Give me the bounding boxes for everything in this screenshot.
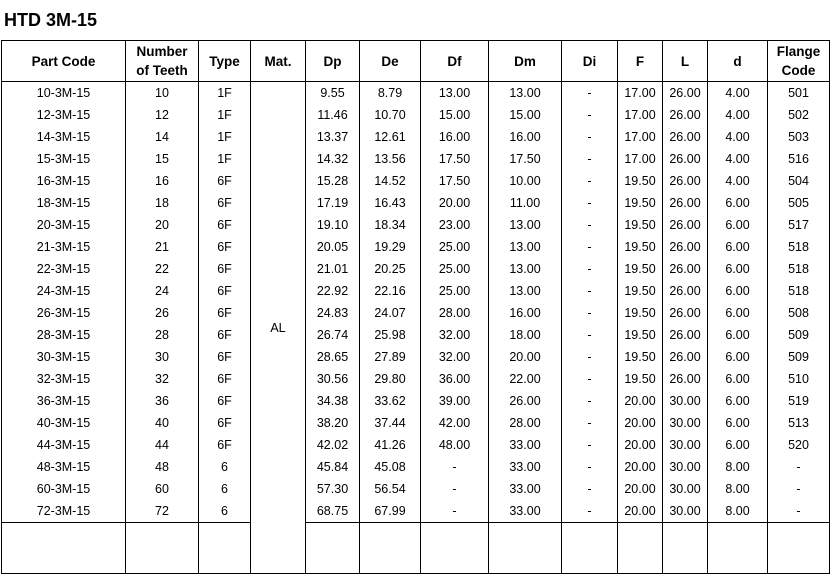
header-dm: Dm bbox=[489, 41, 562, 82]
header-row bbox=[2, 41, 830, 82]
cell-df: 32.00 bbox=[421, 324, 489, 346]
cell-dp: 15.28 bbox=[306, 170, 360, 192]
cell-de: 41.26 bbox=[360, 434, 421, 456]
cell-flange: 520 bbox=[768, 434, 830, 456]
cell-df: 17.50 bbox=[421, 148, 489, 170]
cell-f: 17.00 bbox=[618, 148, 663, 170]
cell-teeth: 28 bbox=[126, 324, 199, 346]
cell-teeth: 14 bbox=[126, 126, 199, 148]
cell-de: 20.25 bbox=[360, 258, 421, 280]
cell-l: 26.00 bbox=[663, 192, 708, 214]
cell-f: 19.50 bbox=[618, 236, 663, 258]
cell-di: - bbox=[562, 412, 618, 434]
empty-cell bbox=[768, 523, 830, 574]
cell-dm: 18.00 bbox=[489, 324, 562, 346]
cell-dm: 13.00 bbox=[489, 214, 562, 236]
cell-teeth: 32 bbox=[126, 368, 199, 390]
cell-teeth: 16 bbox=[126, 170, 199, 192]
cell-di: - bbox=[562, 170, 618, 192]
cell-f: 17.00 bbox=[618, 104, 663, 126]
cell-d: 6.00 bbox=[708, 346, 768, 368]
cell-part: 26-3M-15 bbox=[2, 302, 126, 324]
page-title: HTD 3M-15 bbox=[4, 10, 98, 30]
cell-l: 30.00 bbox=[663, 434, 708, 456]
table-row bbox=[2, 346, 830, 368]
cell-f: 20.00 bbox=[618, 500, 663, 523]
cell-d: 6.00 bbox=[708, 302, 768, 324]
cell-d: 6.00 bbox=[708, 390, 768, 412]
cell-dp: 42.02 bbox=[306, 434, 360, 456]
cell-type: 1F bbox=[199, 82, 251, 105]
cell-teeth: 20 bbox=[126, 214, 199, 236]
cell-teeth: 60 bbox=[126, 478, 199, 500]
cell-de: 25.98 bbox=[360, 324, 421, 346]
header-material: Mat. bbox=[251, 41, 306, 82]
cell-d: 8.00 bbox=[708, 500, 768, 523]
cell-teeth: 44 bbox=[126, 434, 199, 456]
header-flange-code bbox=[768, 41, 830, 82]
empty-cell bbox=[421, 523, 489, 574]
cell-l: 26.00 bbox=[663, 302, 708, 324]
cell-d: 6.00 bbox=[708, 214, 768, 236]
cell-l: 26.00 bbox=[663, 214, 708, 236]
cell-dm: 28.00 bbox=[489, 412, 562, 434]
cell-type: 6F bbox=[199, 258, 251, 280]
cell-part: 36-3M-15 bbox=[2, 390, 126, 412]
cell-df: 48.00 bbox=[421, 434, 489, 456]
cell-di: - bbox=[562, 236, 618, 258]
cell-f: 19.50 bbox=[618, 192, 663, 214]
cell-flange: 503 bbox=[768, 126, 830, 148]
cell-dp: 38.20 bbox=[306, 412, 360, 434]
cell-l: 30.00 bbox=[663, 412, 708, 434]
cell-dp: 21.01 bbox=[306, 258, 360, 280]
cell-d: 8.00 bbox=[708, 478, 768, 500]
cell-type: 6F bbox=[199, 214, 251, 236]
cell-dp: 19.10 bbox=[306, 214, 360, 236]
cell-d: 6.00 bbox=[708, 324, 768, 346]
material-cell: AL bbox=[251, 82, 306, 574]
cell-part: 48-3M-15 bbox=[2, 456, 126, 478]
cell-de: 16.43 bbox=[360, 192, 421, 214]
cell-di: - bbox=[562, 478, 618, 500]
cell-di: - bbox=[562, 192, 618, 214]
cell-de: 14.52 bbox=[360, 170, 421, 192]
cell-df: - bbox=[421, 478, 489, 500]
cell-dm: 13.00 bbox=[489, 82, 562, 105]
cell-de: 56.54 bbox=[360, 478, 421, 500]
cell-di: - bbox=[562, 82, 618, 105]
cell-dm: 33.00 bbox=[489, 434, 562, 456]
cell-flange: 519 bbox=[768, 390, 830, 412]
cell-part: 18-3M-15 bbox=[2, 192, 126, 214]
cell-df: 28.00 bbox=[421, 302, 489, 324]
cell-de: 45.08 bbox=[360, 456, 421, 478]
table-row bbox=[2, 82, 830, 105]
cell-teeth: 10 bbox=[126, 82, 199, 105]
cell-di: - bbox=[562, 500, 618, 523]
cell-teeth: 18 bbox=[126, 192, 199, 214]
cell-part: 15-3M-15 bbox=[2, 148, 126, 170]
cell-dm: 22.00 bbox=[489, 368, 562, 390]
table-row bbox=[2, 148, 830, 170]
cell-type: 6F bbox=[199, 280, 251, 302]
cell-df: 23.00 bbox=[421, 214, 489, 236]
cell-de: 24.07 bbox=[360, 302, 421, 324]
cell-de: 13.56 bbox=[360, 148, 421, 170]
cell-di: - bbox=[562, 302, 618, 324]
cell-df: 13.00 bbox=[421, 82, 489, 105]
table-row bbox=[2, 368, 830, 390]
cell-de: 27.89 bbox=[360, 346, 421, 368]
cell-di: - bbox=[562, 148, 618, 170]
cell-dp: 22.92 bbox=[306, 280, 360, 302]
cell-de: 33.62 bbox=[360, 390, 421, 412]
cell-flange: 501 bbox=[768, 82, 830, 105]
cell-part: 28-3M-15 bbox=[2, 324, 126, 346]
cell-flange: - bbox=[768, 478, 830, 500]
empty-cell bbox=[306, 523, 360, 574]
header-type: Type bbox=[199, 41, 251, 82]
cell-dm: 10.00 bbox=[489, 170, 562, 192]
cell-teeth: 40 bbox=[126, 412, 199, 434]
cell-dm: 13.00 bbox=[489, 280, 562, 302]
cell-di: - bbox=[562, 280, 618, 302]
cell-flange: 504 bbox=[768, 170, 830, 192]
cell-flange: 510 bbox=[768, 368, 830, 390]
cell-type: 6F bbox=[199, 412, 251, 434]
cell-l: 30.00 bbox=[663, 456, 708, 478]
cell-part: 24-3M-15 bbox=[2, 280, 126, 302]
cell-l: 26.00 bbox=[663, 346, 708, 368]
cell-part: 72-3M-15 bbox=[2, 500, 126, 523]
cell-d: 4.00 bbox=[708, 148, 768, 170]
cell-d: 4.00 bbox=[708, 170, 768, 192]
cell-dp: 17.19 bbox=[306, 192, 360, 214]
cell-type: 6F bbox=[199, 368, 251, 390]
cell-type: 6F bbox=[199, 192, 251, 214]
cell-f: 19.50 bbox=[618, 170, 663, 192]
cell-d: 6.00 bbox=[708, 192, 768, 214]
cell-type: 6 bbox=[199, 478, 251, 500]
cell-di: - bbox=[562, 368, 618, 390]
cell-type: 1F bbox=[199, 126, 251, 148]
header-flange-line2: Code bbox=[781, 63, 816, 78]
table-body bbox=[2, 82, 830, 574]
cell-flange: 509 bbox=[768, 346, 830, 368]
cell-f: 17.00 bbox=[618, 82, 663, 105]
cell-d: 8.00 bbox=[708, 456, 768, 478]
cell-dp: 24.83 bbox=[306, 302, 360, 324]
cell-dp: 13.37 bbox=[306, 126, 360, 148]
cell-flange: - bbox=[768, 456, 830, 478]
cell-l: 30.00 bbox=[663, 390, 708, 412]
cell-f: 19.50 bbox=[618, 302, 663, 324]
empty-cell bbox=[663, 523, 708, 574]
cell-part: 30-3M-15 bbox=[2, 346, 126, 368]
cell-type: 6 bbox=[199, 456, 251, 478]
header-number-of-teeth bbox=[126, 41, 199, 82]
cell-dm: 11.00 bbox=[489, 192, 562, 214]
cell-part: 14-3M-15 bbox=[2, 126, 126, 148]
cell-di: - bbox=[562, 324, 618, 346]
cell-di: - bbox=[562, 390, 618, 412]
cell-df: 16.00 bbox=[421, 126, 489, 148]
cell-part: 12-3M-15 bbox=[2, 104, 126, 126]
cell-part: 21-3M-15 bbox=[2, 236, 126, 258]
table-row bbox=[2, 500, 830, 523]
cell-part: 22-3M-15 bbox=[2, 258, 126, 280]
cell-d: 6.00 bbox=[708, 280, 768, 302]
header-flange-line1: Flange bbox=[776, 44, 821, 59]
empty-cell bbox=[126, 523, 199, 574]
cell-teeth: 30 bbox=[126, 346, 199, 368]
cell-f: 19.50 bbox=[618, 368, 663, 390]
cell-f: 19.50 bbox=[618, 214, 663, 236]
cell-df: 25.00 bbox=[421, 280, 489, 302]
cell-de: 37.44 bbox=[360, 412, 421, 434]
empty-cell bbox=[489, 523, 562, 574]
cell-l: 26.00 bbox=[663, 324, 708, 346]
cell-flange: 502 bbox=[768, 104, 830, 126]
cell-dm: 26.00 bbox=[489, 390, 562, 412]
cell-dp: 45.84 bbox=[306, 456, 360, 478]
cell-part: 20-3M-15 bbox=[2, 214, 126, 236]
cell-teeth: 12 bbox=[126, 104, 199, 126]
cell-df: 36.00 bbox=[421, 368, 489, 390]
cell-de: 18.34 bbox=[360, 214, 421, 236]
cell-type: 6F bbox=[199, 434, 251, 456]
cell-df: - bbox=[421, 456, 489, 478]
cell-type: 6F bbox=[199, 236, 251, 258]
cell-type: 6F bbox=[199, 324, 251, 346]
cell-f: 19.50 bbox=[618, 324, 663, 346]
cell-flange: 517 bbox=[768, 214, 830, 236]
cell-de: 12.61 bbox=[360, 126, 421, 148]
cell-d: 4.00 bbox=[708, 82, 768, 105]
cell-f: 17.00 bbox=[618, 126, 663, 148]
table-row bbox=[2, 214, 830, 236]
table-row bbox=[2, 412, 830, 434]
cell-l: 26.00 bbox=[663, 148, 708, 170]
cell-di: - bbox=[562, 456, 618, 478]
header-df: Df bbox=[421, 41, 489, 82]
cell-di: - bbox=[562, 258, 618, 280]
cell-teeth: 24 bbox=[126, 280, 199, 302]
cell-di: - bbox=[562, 214, 618, 236]
cell-de: 8.79 bbox=[360, 82, 421, 105]
cell-type: 6F bbox=[199, 302, 251, 324]
cell-teeth: 36 bbox=[126, 390, 199, 412]
empty-cell bbox=[618, 523, 663, 574]
cell-de: 22.16 bbox=[360, 280, 421, 302]
cell-f: 20.00 bbox=[618, 412, 663, 434]
cell-df: - bbox=[421, 500, 489, 523]
cell-teeth: 26 bbox=[126, 302, 199, 324]
cell-flange: 505 bbox=[768, 192, 830, 214]
empty-cell bbox=[199, 523, 251, 574]
empty-cell bbox=[360, 523, 421, 574]
cell-dp: 68.75 bbox=[306, 500, 360, 523]
cell-dm: 33.00 bbox=[489, 456, 562, 478]
cell-dm: 33.00 bbox=[489, 478, 562, 500]
table-row bbox=[2, 456, 830, 478]
cell-flange: 516 bbox=[768, 148, 830, 170]
cell-l: 26.00 bbox=[663, 82, 708, 105]
cell-teeth: 48 bbox=[126, 456, 199, 478]
cell-type: 6F bbox=[199, 170, 251, 192]
header-f: F bbox=[618, 41, 663, 82]
cell-f: 20.00 bbox=[618, 478, 663, 500]
cell-df: 39.00 bbox=[421, 390, 489, 412]
pulley-spec-table bbox=[1, 40, 830, 574]
cell-l: 26.00 bbox=[663, 368, 708, 390]
table-row bbox=[2, 434, 830, 456]
empty-cell bbox=[562, 523, 618, 574]
header-de: De bbox=[360, 41, 421, 82]
table-row bbox=[2, 236, 830, 258]
cell-teeth: 72 bbox=[126, 500, 199, 523]
cell-dp: 28.65 bbox=[306, 346, 360, 368]
cell-df: 25.00 bbox=[421, 258, 489, 280]
cell-df: 25.00 bbox=[421, 236, 489, 258]
cell-dp: 11.46 bbox=[306, 104, 360, 126]
cell-type: 1F bbox=[199, 104, 251, 126]
cell-type: 6F bbox=[199, 346, 251, 368]
cell-dm: 13.00 bbox=[489, 258, 562, 280]
table-row bbox=[2, 478, 830, 500]
cell-flange: - bbox=[768, 500, 830, 523]
cell-de: 19.29 bbox=[360, 236, 421, 258]
cell-dp: 30.56 bbox=[306, 368, 360, 390]
cell-l: 26.00 bbox=[663, 104, 708, 126]
table-row bbox=[2, 192, 830, 214]
cell-d: 6.00 bbox=[708, 434, 768, 456]
cell-flange: 508 bbox=[768, 302, 830, 324]
empty-filler-row bbox=[2, 523, 830, 574]
cell-dp: 26.74 bbox=[306, 324, 360, 346]
empty-cell bbox=[2, 523, 126, 574]
cell-flange: 518 bbox=[768, 258, 830, 280]
cell-df: 17.50 bbox=[421, 170, 489, 192]
cell-flange: 513 bbox=[768, 412, 830, 434]
cell-d: 6.00 bbox=[708, 236, 768, 258]
cell-dp: 9.55 bbox=[306, 82, 360, 105]
cell-d: 4.00 bbox=[708, 126, 768, 148]
cell-dm: 13.00 bbox=[489, 236, 562, 258]
table-row bbox=[2, 258, 830, 280]
cell-teeth: 15 bbox=[126, 148, 199, 170]
cell-teeth: 21 bbox=[126, 236, 199, 258]
cell-part: 60-3M-15 bbox=[2, 478, 126, 500]
cell-dp: 14.32 bbox=[306, 148, 360, 170]
cell-dm: 16.00 bbox=[489, 126, 562, 148]
cell-l: 26.00 bbox=[663, 170, 708, 192]
empty-cell bbox=[708, 523, 768, 574]
header-l: L bbox=[663, 41, 708, 82]
cell-type: 6F bbox=[199, 390, 251, 412]
cell-part: 40-3M-15 bbox=[2, 412, 126, 434]
cell-dp: 34.38 bbox=[306, 390, 360, 412]
cell-d: 6.00 bbox=[708, 412, 768, 434]
cell-df: 20.00 bbox=[421, 192, 489, 214]
cell-de: 29.80 bbox=[360, 368, 421, 390]
table-row bbox=[2, 390, 830, 412]
cell-dp: 20.05 bbox=[306, 236, 360, 258]
cell-part: 32-3M-15 bbox=[2, 368, 126, 390]
header-dp: Dp bbox=[306, 41, 360, 82]
header-teeth-line1: Number bbox=[136, 44, 188, 59]
cell-l: 26.00 bbox=[663, 258, 708, 280]
table-row bbox=[2, 170, 830, 192]
cell-l: 26.00 bbox=[663, 236, 708, 258]
cell-f: 20.00 bbox=[618, 456, 663, 478]
cell-dm: 20.00 bbox=[489, 346, 562, 368]
cell-de: 10.70 bbox=[360, 104, 421, 126]
cell-dm: 15.00 bbox=[489, 104, 562, 126]
cell-l: 30.00 bbox=[663, 478, 708, 500]
cell-di: - bbox=[562, 346, 618, 368]
cell-l: 26.00 bbox=[663, 280, 708, 302]
cell-f: 20.00 bbox=[618, 434, 663, 456]
cell-f: 19.50 bbox=[618, 346, 663, 368]
cell-df: 42.00 bbox=[421, 412, 489, 434]
cell-flange: 518 bbox=[768, 236, 830, 258]
cell-f: 20.00 bbox=[618, 390, 663, 412]
cell-di: - bbox=[562, 104, 618, 126]
cell-type: 6 bbox=[199, 500, 251, 523]
cell-l: 30.00 bbox=[663, 500, 708, 523]
cell-di: - bbox=[562, 126, 618, 148]
cell-d: 4.00 bbox=[708, 104, 768, 126]
header-d: d bbox=[708, 41, 768, 82]
table-row bbox=[2, 104, 830, 126]
cell-dp: 57.30 bbox=[306, 478, 360, 500]
cell-dm: 33.00 bbox=[489, 500, 562, 523]
cell-type: 1F bbox=[199, 148, 251, 170]
cell-f: 19.50 bbox=[618, 258, 663, 280]
table-row bbox=[2, 126, 830, 148]
header-part-code: Part Code bbox=[2, 41, 126, 82]
cell-dm: 16.00 bbox=[489, 302, 562, 324]
cell-flange: 509 bbox=[768, 324, 830, 346]
cell-de: 67.99 bbox=[360, 500, 421, 523]
cell-part: 44-3M-15 bbox=[2, 434, 126, 456]
cell-f: 19.50 bbox=[618, 280, 663, 302]
cell-part: 16-3M-15 bbox=[2, 170, 126, 192]
header-di: Di bbox=[562, 41, 618, 82]
cell-dm: 17.50 bbox=[489, 148, 562, 170]
cell-flange: 518 bbox=[768, 280, 830, 302]
cell-l: 26.00 bbox=[663, 126, 708, 148]
table-row bbox=[2, 324, 830, 346]
header-teeth-line2: of Teeth bbox=[136, 63, 188, 78]
cell-df: 32.00 bbox=[421, 346, 489, 368]
cell-di: - bbox=[562, 434, 618, 456]
table-row bbox=[2, 280, 830, 302]
cell-df: 15.00 bbox=[421, 104, 489, 126]
cell-d: 6.00 bbox=[708, 368, 768, 390]
cell-part: 10-3M-15 bbox=[2, 82, 126, 105]
cell-d: 6.00 bbox=[708, 258, 768, 280]
table-row bbox=[2, 302, 830, 324]
cell-teeth: 22 bbox=[126, 258, 199, 280]
